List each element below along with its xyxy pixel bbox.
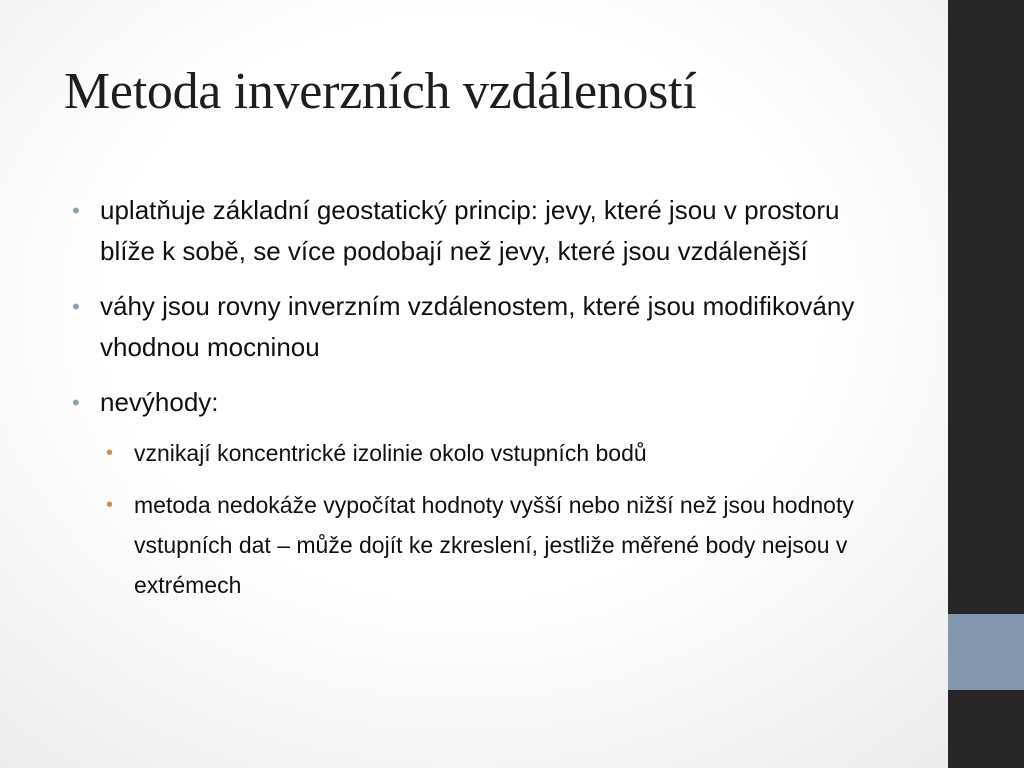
bullet-dot-icon: • (72, 198, 80, 223)
bullet-text: uplatňuje základní geostatický princip: jevy, které jsou v prostoru blíže k sobě, se více podobají než jevy, které jsou vzdálenější (100, 195, 840, 266)
sub-bullet-item (106, 485, 892, 605)
slide-title: Metoda inverzních vzdáleností (64, 63, 697, 120)
bullet-dot-icon: • (72, 294, 80, 319)
bullet-text: váhy jsou rovny inverzním vzdálenostem, které jsou modifikovány vhodnou mocninou (100, 291, 855, 362)
bullet-dot-icon: • (72, 390, 80, 415)
right-accent-block (948, 614, 1024, 690)
bullet-text: nevýhody: (100, 387, 219, 417)
sub-bullet-list (72, 433, 892, 605)
sub-bullet-text: metoda nedokáže vypočítat hodnoty vyšší nebo nižší než jsou hodnoty vstupních dat – může dojít ke zkreslení, jestliže měřené body nejsou v extrémech (134, 492, 854, 598)
sub-bullet-dot-icon: • (106, 442, 114, 464)
slide-content (72, 190, 892, 617)
sub-bullet-item (106, 433, 892, 473)
bullet-item (72, 190, 892, 272)
sub-bullet-text: vznikají koncentrické izolinie okolo vstupních bodů (134, 440, 647, 466)
bullet-item (72, 382, 892, 423)
bullet-item (72, 286, 892, 368)
sub-bullet-dot-icon: • (106, 494, 114, 516)
